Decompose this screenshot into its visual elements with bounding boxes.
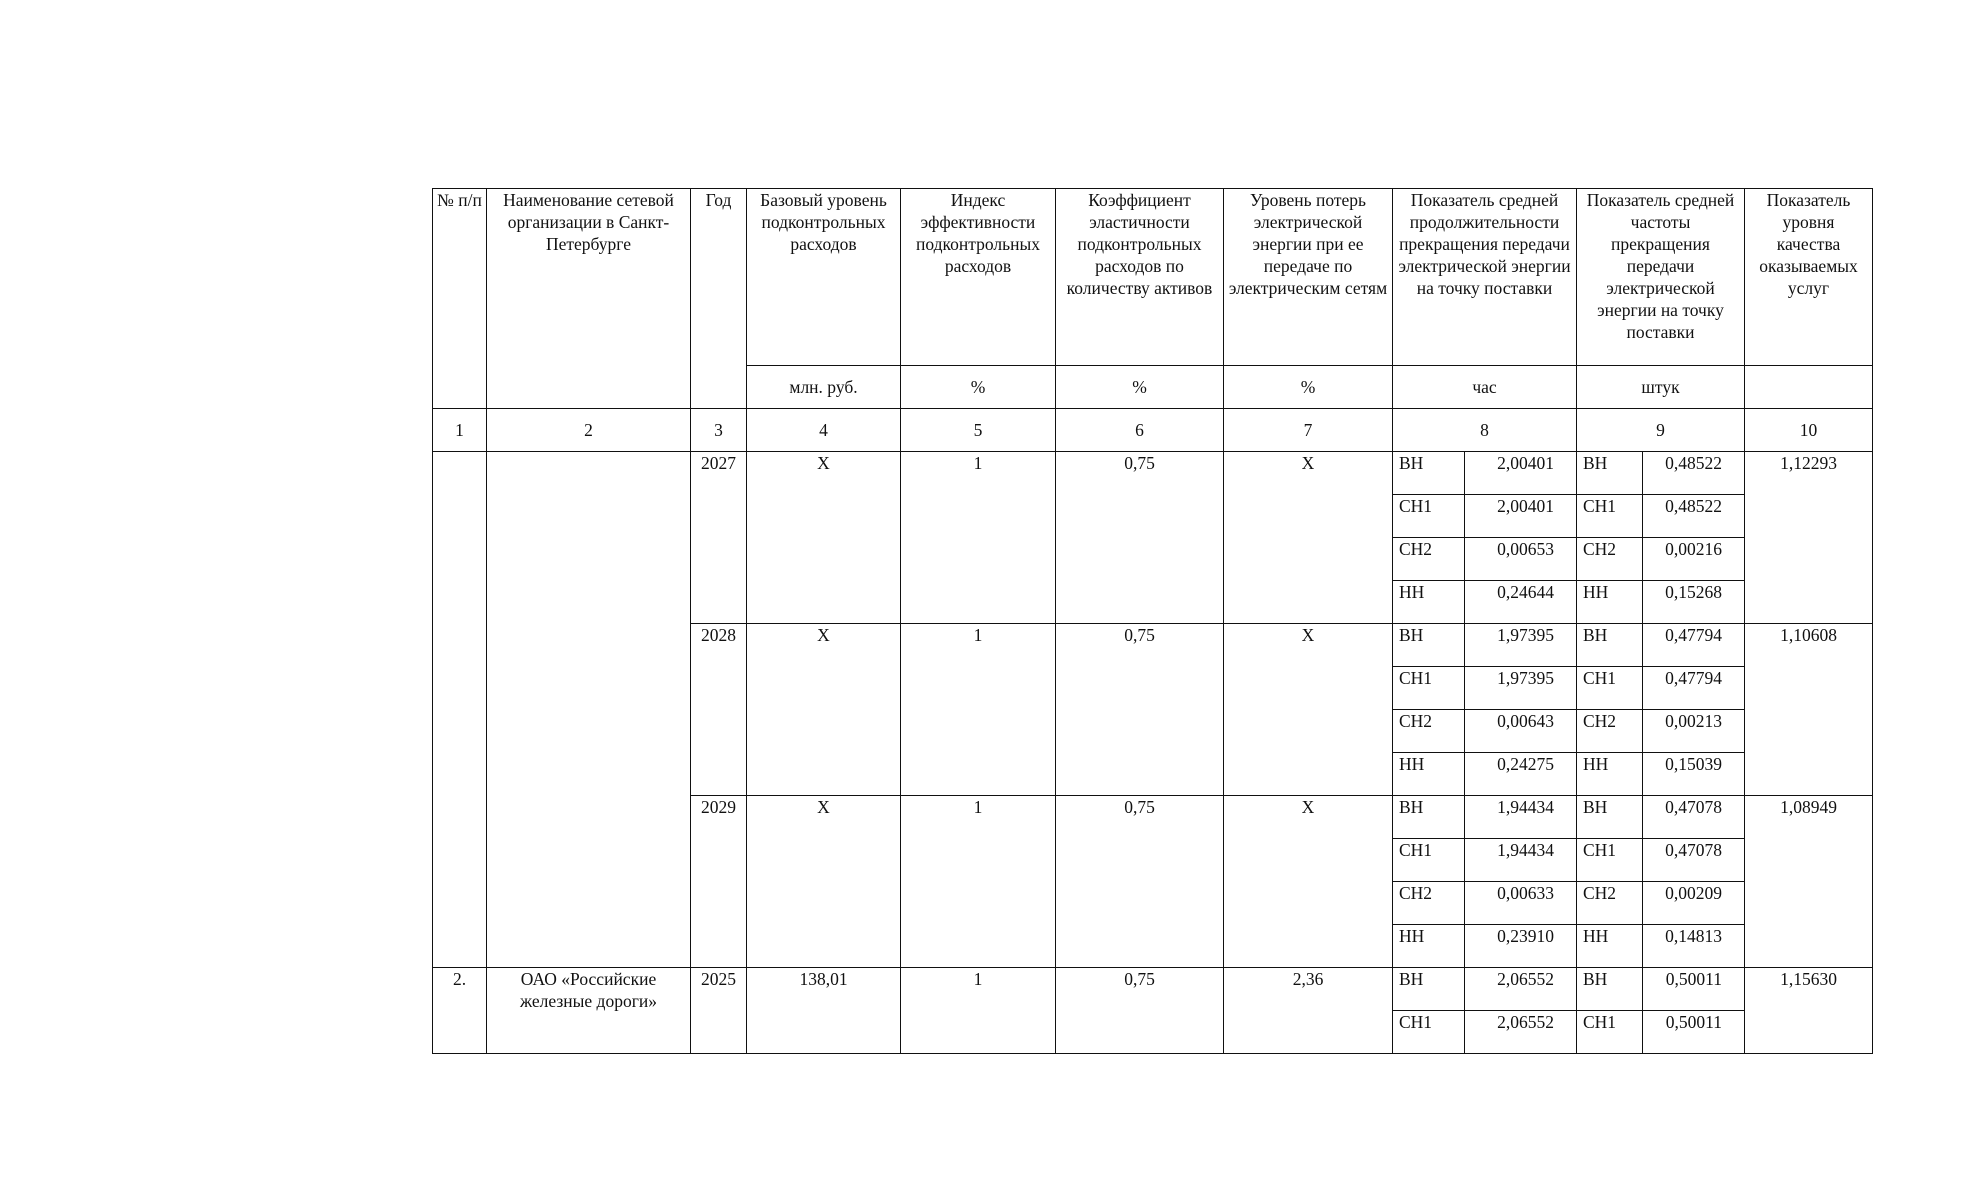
voltage-level-label: СН2 <box>1577 538 1643 581</box>
table-row <box>433 968 1873 1011</box>
unit-elasticity-coefficient: % <box>1056 366 1224 409</box>
loss-level-cell: Х <box>1224 796 1393 968</box>
year-cell: 2029 <box>691 796 747 968</box>
outage-duration-value: 0,24644 <box>1465 581 1577 624</box>
outage-duration-value: 1,97395 <box>1465 624 1577 667</box>
voltage-level-label: СН2 <box>1577 710 1643 753</box>
outage-frequency-value: 0,47078 <box>1643 839 1745 882</box>
unit-service-quality <box>1745 366 1873 409</box>
outage-frequency-value: 0,48522 <box>1643 452 1745 495</box>
loss-level-cell: Х <box>1224 624 1393 796</box>
service-quality-cell: 1,10608 <box>1745 624 1873 796</box>
voltage-level-label: НН <box>1393 925 1465 968</box>
base-level-cell: Х <box>747 624 901 796</box>
outage-frequency-value: 0,00209 <box>1643 882 1745 925</box>
outage-frequency-value: 0,15039 <box>1643 753 1745 796</box>
column-number: 1 <box>433 409 487 452</box>
column-number: 9 <box>1577 409 1745 452</box>
voltage-level-label: НН <box>1577 925 1643 968</box>
column-number: 4 <box>747 409 901 452</box>
outage-duration-value: 0,23910 <box>1465 925 1577 968</box>
unit-base-level: млн. руб. <box>747 366 901 409</box>
elasticity-coefficient-cell: 0,75 <box>1056 968 1224 1054</box>
outage-duration-value: 2,00401 <box>1465 495 1577 538</box>
row-number <box>433 452 487 968</box>
outage-duration-value: 2,00401 <box>1465 452 1577 495</box>
loss-level-cell: 2,36 <box>1224 968 1393 1054</box>
unit-outage-duration: час <box>1393 366 1577 409</box>
base-level-cell: Х <box>747 796 901 968</box>
voltage-level-label: ВН <box>1393 624 1465 667</box>
elasticity-coefficient-cell: 0,75 <box>1056 452 1224 624</box>
outage-duration-value: 0,00653 <box>1465 538 1577 581</box>
year-cell: 2028 <box>691 624 747 796</box>
organization-name: ОАО «Российские железные дороги» <box>487 968 691 1054</box>
voltage-level-label: СН2 <box>1393 710 1465 753</box>
header-outage-duration: Показатель средней продолжительности прекращения передачи электрической энергии на точку поставки <box>1393 189 1577 366</box>
year-cell: 2025 <box>691 968 747 1054</box>
header-base-level: Базовый уровень подконтрольных расходов <box>747 189 901 366</box>
header-row <box>433 189 1873 366</box>
outage-frequency-value: 0,48522 <box>1643 495 1745 538</box>
efficiency-index-cell: 1 <box>901 968 1056 1054</box>
loss-level-cell: Х <box>1224 452 1393 624</box>
service-quality-cell: 1,15630 <box>1745 968 1873 1054</box>
outage-duration-value: 1,97395 <box>1465 667 1577 710</box>
outage-duration-value: 0,00643 <box>1465 710 1577 753</box>
unit-outage-frequency: штук <box>1577 366 1745 409</box>
year-cell: 2027 <box>691 452 747 624</box>
voltage-level-label: СН2 <box>1393 538 1465 581</box>
outage-duration-value: 1,94434 <box>1465 796 1577 839</box>
header-number: № п/п <box>433 189 487 409</box>
base-level-cell: Х <box>747 452 901 624</box>
column-number: 10 <box>1745 409 1873 452</box>
outage-frequency-value: 0,50011 <box>1643 968 1745 1011</box>
outage-frequency-value: 0,14813 <box>1643 925 1745 968</box>
column-number: 5 <box>901 409 1056 452</box>
voltage-level-label: СН1 <box>1393 1011 1465 1054</box>
voltage-level-label: СН1 <box>1577 495 1643 538</box>
column-number: 2 <box>487 409 691 452</box>
outage-frequency-value: 0,50011 <box>1643 1011 1745 1054</box>
outage-frequency-value: 0,47078 <box>1643 796 1745 839</box>
column-numbers-row <box>433 409 1873 452</box>
header-outage-frequency: Показатель средней частоты прекращения передачи электрической энергии на точку поставки <box>1577 189 1745 366</box>
outage-duration-value: 2,06552 <box>1465 1011 1577 1054</box>
elasticity-coefficient-cell: 0,75 <box>1056 624 1224 796</box>
header-loss-level: Уровень потерь электрической энергии при ее передаче по электрическим сетям <box>1224 189 1393 366</box>
voltage-level-label: НН <box>1393 581 1465 624</box>
voltage-level-label: СН1 <box>1393 667 1465 710</box>
column-number: 6 <box>1056 409 1224 452</box>
voltage-level-label: ВН <box>1393 796 1465 839</box>
header-organization-name: Наименование сетевой организации в Санкт-Петербурге <box>487 189 691 409</box>
voltage-level-label: ВН <box>1577 452 1643 495</box>
voltage-level-label: ВН <box>1393 968 1465 1011</box>
voltage-level-label: СН1 <box>1577 667 1643 710</box>
voltage-level-label: СН1 <box>1577 1011 1643 1054</box>
voltage-level-label: НН <box>1577 581 1643 624</box>
column-number: 8 <box>1393 409 1577 452</box>
efficiency-index-cell: 1 <box>901 796 1056 968</box>
outage-duration-value: 1,94434 <box>1465 839 1577 882</box>
column-number: 3 <box>691 409 747 452</box>
elasticity-coefficient-cell: 0,75 <box>1056 796 1224 968</box>
voltage-level-label: СН1 <box>1393 495 1465 538</box>
outage-duration-value: 0,00633 <box>1465 882 1577 925</box>
voltage-level-label: НН <box>1577 753 1643 796</box>
unit-loss-level: % <box>1224 366 1393 409</box>
efficiency-index-cell: 1 <box>901 624 1056 796</box>
outage-frequency-value: 0,47794 <box>1643 624 1745 667</box>
outage-frequency-value: 0,47794 <box>1643 667 1745 710</box>
voltage-level-label: СН2 <box>1577 882 1643 925</box>
voltage-level-label: ВН <box>1577 624 1643 667</box>
voltage-level-label: СН2 <box>1393 882 1465 925</box>
header-elasticity-coefficient: Коэффициент эластичности подконтрольных расходов по количеству активов <box>1056 189 1224 366</box>
organization-name <box>487 452 691 968</box>
outage-frequency-value: 0,00216 <box>1643 538 1745 581</box>
voltage-level-label: СН1 <box>1393 839 1465 882</box>
base-level-cell: 138,01 <box>747 968 901 1054</box>
header-year: Год <box>691 189 747 409</box>
service-quality-cell: 1,08949 <box>1745 796 1873 968</box>
voltage-level-label: ВН <box>1577 968 1643 1011</box>
efficiency-index-cell: 1 <box>901 452 1056 624</box>
outage-frequency-value: 0,00213 <box>1643 710 1745 753</box>
tariff-parameters-table <box>432 188 1873 1054</box>
service-quality-cell: 1,12293 <box>1745 452 1873 624</box>
outage-duration-value: 2,06552 <box>1465 968 1577 1011</box>
voltage-level-label: ВН <box>1393 452 1465 495</box>
header-efficiency-index: Индекс эффективности подконтрольных расходов <box>901 189 1056 366</box>
voltage-level-label: СН1 <box>1577 839 1643 882</box>
voltage-level-label: НН <box>1393 753 1465 796</box>
header-service-quality: Показатель уровня качества оказываемых услуг <box>1745 189 1873 366</box>
unit-efficiency-index: % <box>901 366 1056 409</box>
outage-frequency-value: 0,15268 <box>1643 581 1745 624</box>
table-row <box>433 452 1873 495</box>
column-number: 7 <box>1224 409 1393 452</box>
row-number: 2. <box>433 968 487 1054</box>
voltage-level-label: ВН <box>1577 796 1643 839</box>
outage-duration-value: 0,24275 <box>1465 753 1577 796</box>
